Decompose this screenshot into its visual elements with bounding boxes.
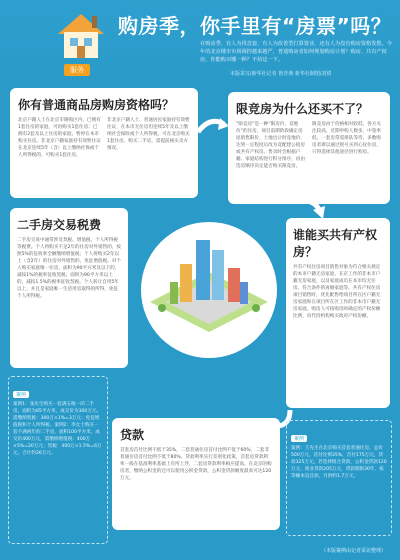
fake-divorce-col1: “限竞房”是一种“限房价、竞地价”的住房，项目前期阶段确定房屋销售限价，土地出让时竞地价，达到一定程度后改为竞配建公租房或共有产权房。售卖时会根据户籍、家庭结构进行积分排序，再由选房顺序决定能否购买限竞房。 bbox=[236, 122, 305, 169]
qualify-col2: 非北京户籍人士、普通居民家庭持有效暂住证，在本市无住房但连续5年及以上缴纳社会保险或个人所得税，可在北京购买1套住房。购买二手房，需提前核实卖方情况。 bbox=[107, 118, 190, 151]
fake-divorce-col2: 限竞房由于价格相对较低、各方关注较高，近期申购人数多，中签率低，一套房常需排队等待，多数购房者难以通过摇号买到心仪住房，只得选择其他途径进行购房。 bbox=[312, 122, 381, 155]
shared-title: 谁能买共有产权房？ bbox=[293, 228, 378, 259]
arrow-down-icon bbox=[296, 198, 328, 220]
header bbox=[0, 0, 400, 80]
loan-body: 首套房首付比例不低于35%，二套普通住房首付比例不低于60%，二套非普通住房首付比例不低于80%。贷款利率实行差别化政策，首套房贷款利率一般在基准利率基础上有所上浮，二套房贷款利率相应提高。在北京的购房者，缴纳公积金的还可以使用公积金贷款，公积金贷款额度最高可达120万元。 bbox=[120, 448, 272, 481]
secondhand-title: 二手房交易税费 bbox=[17, 218, 102, 232]
secondhand-body: 二手房交易中通常涉及契税、增值税、个人所得税等税费。个人将购买不足2年的住房对外销售的，按照5%的征收率全额缴纳增值税；个人将购买2年以上（含2年）的住房对外销售的，免征增值税。对个人购买家庭唯一住房，面积为90平方米及以下的，减按1%的税率征收契税；面积为90平方米以上的，减按1.5%的税率征收契税。个人转让自用5年以上、并且是家庭唯一生活用房取得的所得，免征个人所得税。 bbox=[17, 238, 121, 299]
credit-line: 本版采写/新华社记者 鲁青燕 新华社制图/刘倩 bbox=[230, 71, 332, 77]
arrow-right-icon bbox=[196, 112, 230, 142]
qualify-title: 你有普通商品房购房资格吗？ bbox=[18, 98, 175, 112]
loan-title: 贷款 bbox=[120, 428, 145, 442]
case-note-left bbox=[8, 376, 108, 544]
case-tag-left: 案例 bbox=[13, 391, 29, 398]
page-title: 购房季，你手里有“房票”吗？ bbox=[118, 14, 392, 38]
city-illustration bbox=[136, 220, 282, 360]
intro-text: 在购房季，有人为找首套、有人为改善型打算置业，还有人为没有购房资格发愁。今年的北京楼市市场调控越来越严，普通购房者如何规划购房计划？购房、共有产权房，你能购买哪一种？不妨这一下。 bbox=[200, 41, 392, 63]
shared-body: 共有产权住房项目销售对象为符合相关规定的本市户籍无房家庭、在京工作的非本市户籍无房家庭，以及家庭成员在本市均无住房、符合条件的再婚家庭等。共有产权住房项目销售时，优先配售给项目所在区户籍无房家庭和在项目所在区工作的非本市户籍无房家庭。购房人可按购房时确定的产权份额比例，向代持机构购买政府产权份额。 bbox=[293, 265, 381, 319]
case-text-right: 案例：王先生在北京购买首套普通住房，总价500万元，首付比例35%，首付175万元，贷款325万元。若选择组合贷款，公积金贷款120万元，商业贷款205万元，贷款期限30年，按等额本息还款，月供约1.7万元。 bbox=[291, 446, 387, 479]
shared-card bbox=[286, 218, 390, 408]
secondhand-card bbox=[10, 208, 128, 368]
footer-note: （本版案例由记者采访整理） bbox=[320, 548, 386, 554]
fake-divorce-title: 限竞房为什么还买不了？ bbox=[236, 102, 369, 116]
case-tag-right: 案例 bbox=[291, 435, 307, 442]
section-tag: 服务 bbox=[64, 64, 90, 76]
case-text-left: 案例1：张先生购买一套满五唯一的二手房，面积为85平方米，成交价为300万元。需缴纳契税：300万×1%=3万元；免征增值税和个人所得税。案例2：李女士购买一套不满两年的二手房，面积100平方米，成交价400万元，需缴纳增值税：400万×5%=20万元；契税：400万×1.5%=6万元。合计约26万元。 bbox=[13, 402, 102, 456]
house-icon bbox=[52, 6, 110, 62]
loan-card bbox=[112, 418, 280, 530]
qualify-col1: 北京户籍人士在北京市限购区内，已拥有1套住房的家庭，可再购买1套住房；已拥有2套及以上住房的家庭，暂停在本市购买住房。非北京户籍家庭持有效暂住证在北京连续5年（含）以上缴纳社保或个人所得税的，可购买1套住房。 bbox=[18, 118, 101, 158]
fake-divorce-card bbox=[228, 92, 390, 204]
case-note-right bbox=[286, 420, 392, 536]
qualify-card bbox=[10, 88, 198, 198]
